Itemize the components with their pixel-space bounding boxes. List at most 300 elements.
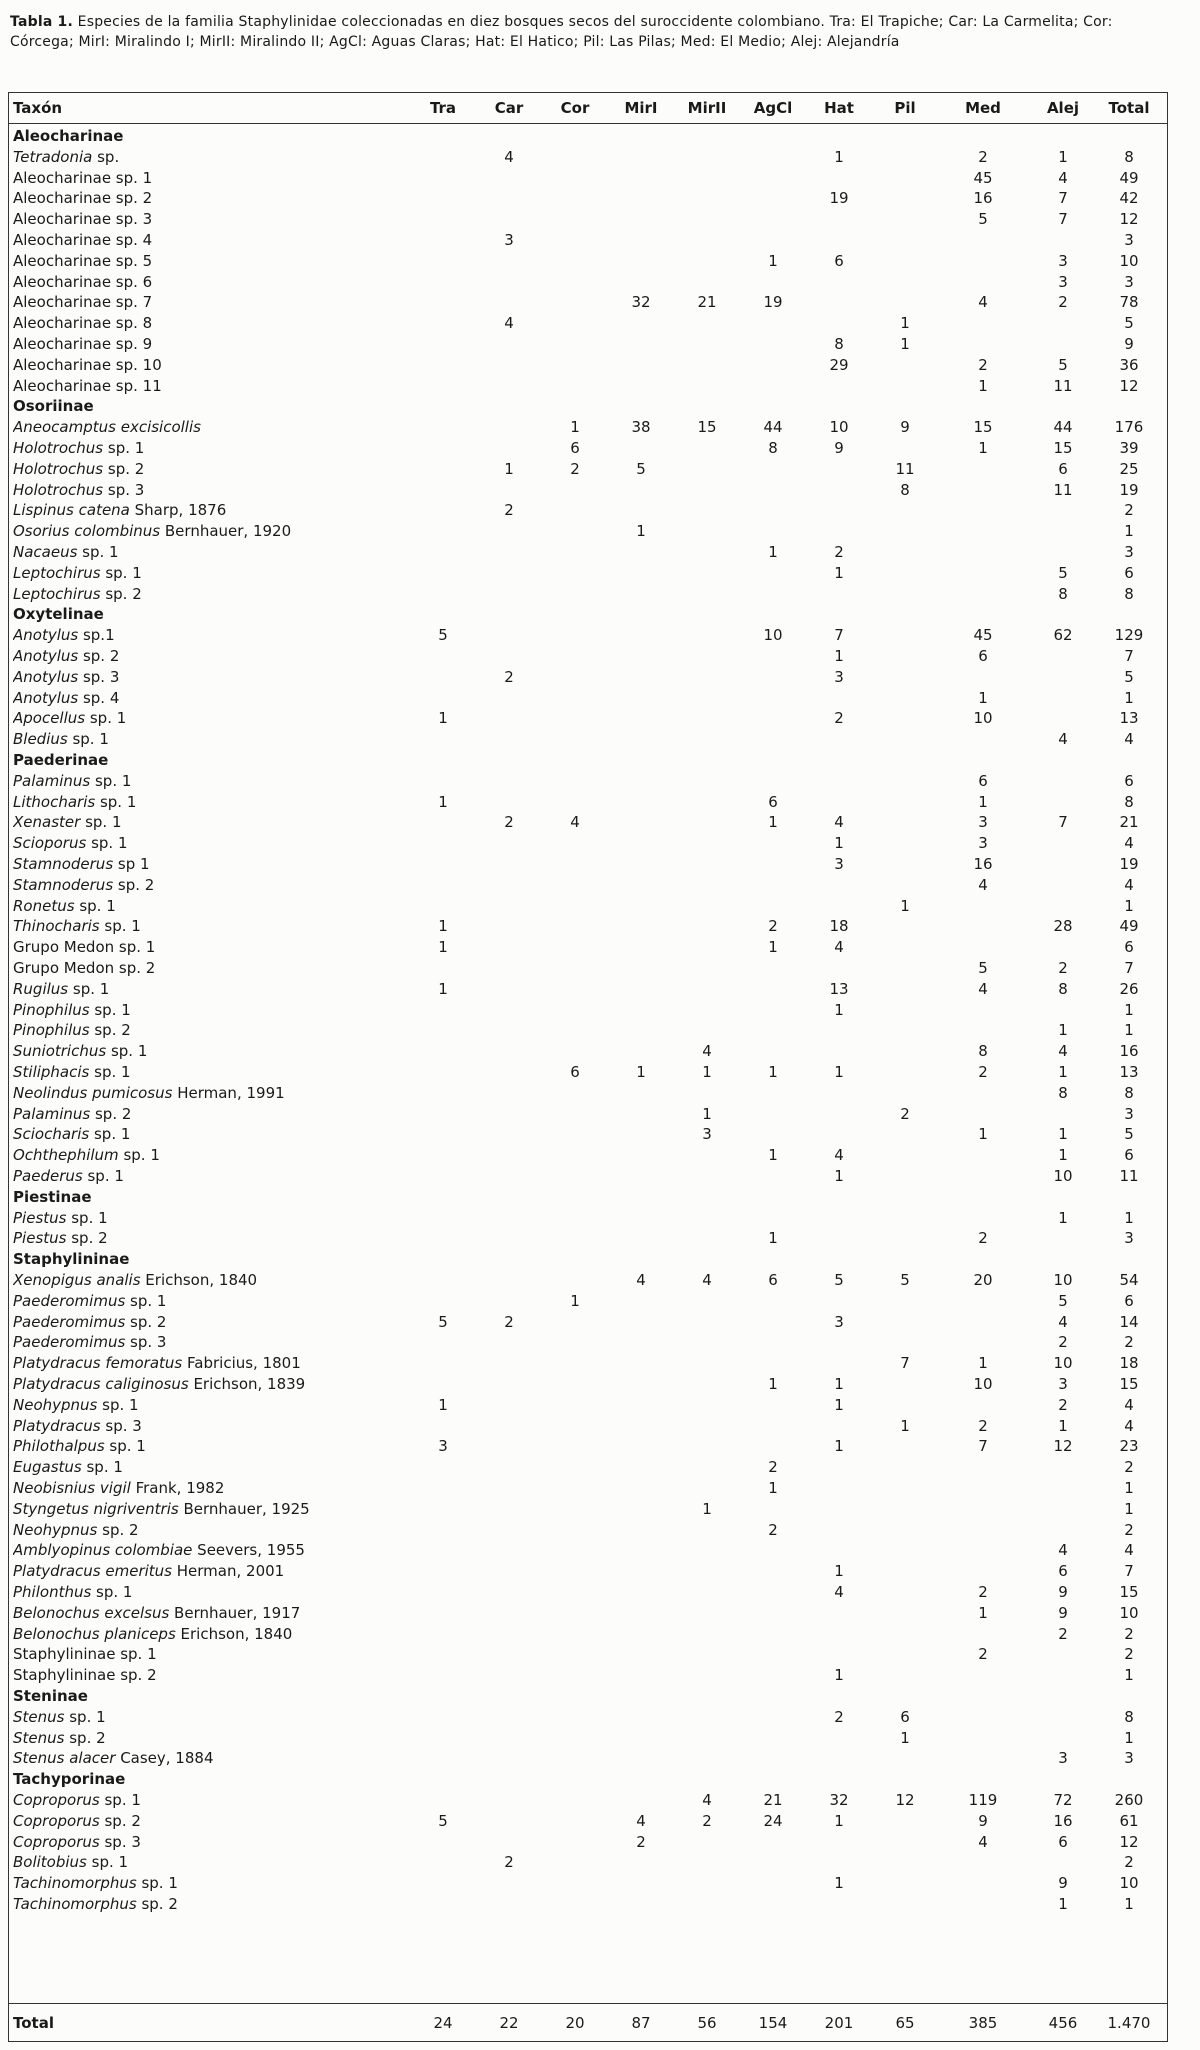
count-cell	[743, 874, 803, 896]
count-cell: 8	[834, 335, 844, 353]
taxon-genus: Belonochus planiceps	[13, 1624, 176, 1643]
taxon-name	[13, 1519, 433, 1541]
table-row	[9, 707, 1167, 729]
count-cell	[1033, 687, 1093, 709]
subfamily-name: Steninae	[13, 1687, 88, 1705]
taxon-genus: Paederomimus	[13, 1333, 126, 1352]
count-cell	[1033, 1456, 1093, 1478]
count-cell: 3	[1124, 543, 1134, 561]
count-cell: 7	[978, 1437, 988, 1456]
table-total-row	[9, 2003, 1167, 2040]
table-row	[9, 1747, 1167, 1769]
count-cell	[953, 541, 1013, 563]
count-cell	[677, 1831, 737, 1853]
taxon-author: sp. 2	[97, 1520, 139, 1539]
header-col: Car	[494, 99, 524, 117]
count-cell: 2	[504, 501, 514, 520]
count-cell	[875, 957, 935, 979]
taxon-name	[13, 229, 433, 251]
taxon-name	[13, 291, 433, 313]
count-cell: 9	[1058, 1583, 1068, 1601]
count-cell	[875, 1331, 935, 1353]
count-cell	[953, 1893, 1013, 1915]
count-cell	[809, 458, 869, 480]
count-cell	[611, 645, 671, 667]
count-cell: 4	[1058, 168, 1068, 187]
count-cell	[413, 167, 473, 189]
header-col: MirII	[687, 99, 727, 117]
count-cell: 2	[702, 1811, 712, 1830]
count-cell	[677, 666, 737, 688]
count-cell	[677, 1706, 737, 1728]
taxon-author: sp. 1	[67, 730, 109, 749]
count-cell	[875, 707, 935, 729]
count-cell: 4	[978, 293, 988, 312]
taxon-name	[13, 458, 433, 480]
taxon-genus: Platydracus femoratus	[13, 1354, 183, 1373]
count-cell: 3	[1124, 272, 1134, 291]
count-cell: 4	[1124, 1541, 1134, 1560]
count-cell: 2	[978, 147, 988, 166]
total-value: 201	[824, 2014, 854, 2032]
taxon-name	[13, 541, 433, 563]
taxon-author: sp. 1	[89, 1125, 131, 1144]
count-cell	[875, 1539, 935, 1561]
count-cell	[413, 1560, 473, 1582]
count-cell	[545, 1311, 605, 1333]
count-cell	[809, 1643, 869, 1665]
count-cell: 5	[438, 626, 448, 645]
count-cell: 1	[768, 1229, 778, 1248]
count-cell	[545, 291, 605, 313]
count-cell	[545, 1352, 605, 1374]
count-cell	[479, 1664, 539, 1686]
count-cell	[479, 999, 539, 1021]
count-cell	[545, 1269, 605, 1291]
count-cell	[677, 250, 737, 272]
count-cell	[611, 1456, 671, 1478]
count-cell: 6	[768, 1271, 778, 1289]
count-cell	[875, 728, 935, 750]
taxon-genus: Scioporus	[13, 834, 87, 853]
taxon-genus: Apocellus	[13, 709, 86, 728]
count-cell: 4	[1124, 834, 1134, 853]
count-cell	[413, 375, 473, 397]
count-cell: 3	[504, 231, 514, 249]
count-cell	[875, 1435, 935, 1457]
count-cell	[809, 479, 869, 501]
count-cell	[809, 1352, 869, 1374]
count-cell	[545, 1789, 605, 1811]
count-cell: 21	[1119, 813, 1139, 832]
taxon-genus: Holotrochus	[13, 439, 104, 457]
count-cell	[545, 1851, 605, 1873]
count-cell	[611, 999, 671, 1021]
taxon-genus: Anotylus	[13, 647, 79, 665]
count-cell	[479, 1103, 539, 1125]
count-cell: 4	[1124, 1395, 1134, 1414]
table-row	[9, 1643, 1167, 1665]
count-cell	[1033, 999, 1093, 1021]
count-cell	[875, 499, 935, 521]
count-cell: 10	[973, 709, 993, 728]
table-row	[9, 146, 1167, 168]
count-cell	[809, 1747, 869, 1769]
count-cell	[479, 1477, 539, 1499]
taxon-author: sp 1	[113, 855, 150, 873]
count-cell: 4	[1058, 730, 1068, 749]
count-cell	[479, 707, 539, 729]
count-cell	[611, 1144, 671, 1166]
count-cell	[953, 1082, 1013, 1104]
table-caption	[10, 12, 1170, 52]
count-cell: 16	[1053, 1811, 1073, 1830]
count-cell: 2	[1124, 501, 1134, 520]
taxon-name	[13, 499, 433, 521]
count-cell: 12	[1119, 376, 1139, 395]
count-cell	[743, 1893, 803, 1915]
count-cell	[743, 1040, 803, 1062]
count-cell: 1	[978, 792, 988, 811]
count-cell	[413, 999, 473, 1021]
header-col: Med	[965, 99, 1001, 117]
count-cell	[1033, 520, 1093, 542]
taxon-author: sp. 1	[82, 1167, 124, 1185]
taxon-author: Sharp, 1876	[129, 501, 227, 520]
count-cell: 3	[1058, 251, 1068, 270]
taxon-genus: Holotrochus	[13, 459, 104, 478]
count-cell	[479, 853, 539, 875]
count-cell	[677, 1872, 737, 1894]
table-row	[9, 1456, 1167, 1478]
count-cell	[953, 1747, 1013, 1769]
subfamily-row	[9, 749, 1167, 771]
count-cell	[479, 1581, 539, 1603]
count-cell	[875, 208, 935, 230]
taxon-author: Aleocharinae sp. 8	[13, 314, 153, 333]
count-cell	[611, 1331, 671, 1353]
subfamily-row	[9, 1186, 1167, 1208]
count-cell	[953, 1394, 1013, 1416]
table-row	[9, 1103, 1167, 1125]
count-cell: 78	[1119, 293, 1139, 312]
taxon-author: sp. 1	[74, 896, 116, 915]
count-cell	[953, 1539, 1013, 1561]
count-cell	[677, 1290, 737, 1312]
count-cell: 15	[1119, 1375, 1139, 1393]
count-cell: 2	[1124, 1458, 1134, 1477]
count-cell: 7	[834, 626, 844, 645]
taxon-author: sp. 1	[68, 979, 110, 998]
count-cell: 15	[1053, 439, 1073, 457]
taxon-name	[13, 1560, 433, 1582]
count-cell	[611, 1872, 671, 1894]
subfamily-name: Aleocharinae	[13, 127, 124, 145]
count-cell	[611, 895, 671, 917]
count-cell: 18	[1119, 1354, 1139, 1373]
count-cell: 7	[900, 1354, 910, 1373]
count-cell	[413, 1040, 473, 1062]
count-cell: 1	[834, 1395, 844, 1414]
taxon-name	[13, 1539, 433, 1561]
count-cell	[413, 1165, 473, 1187]
count-cell	[809, 1415, 869, 1437]
count-cell: 4	[1124, 875, 1134, 894]
count-cell	[809, 770, 869, 792]
count-cell	[743, 1727, 803, 1749]
table-row	[9, 229, 1167, 251]
count-cell	[545, 187, 605, 209]
taxon-author: Frank, 1982	[130, 1479, 225, 1497]
count-cell	[809, 1227, 869, 1249]
taxon-genus: Ochthephilum	[13, 1146, 119, 1165]
count-cell	[677, 1519, 737, 1541]
count-cell	[743, 1602, 803, 1624]
count-cell: 10	[1119, 251, 1139, 270]
taxon-author: Staphylininae sp. 2	[13, 1666, 157, 1685]
count-cell	[479, 520, 539, 542]
taxon-name	[13, 1415, 433, 1437]
count-cell	[953, 1560, 1013, 1582]
count-cell	[875, 1498, 935, 1520]
count-cell	[743, 1664, 803, 1686]
count-cell	[875, 811, 935, 833]
count-cell	[479, 624, 539, 646]
count-cell	[809, 1040, 869, 1062]
count-cell: 3	[702, 1125, 712, 1144]
table-row	[9, 1290, 1167, 1312]
taxon-author: sp. 1	[81, 1458, 123, 1477]
taxon-name	[13, 1352, 433, 1374]
count-cell: 1	[438, 792, 448, 811]
count-cell	[479, 1893, 539, 1915]
count-cell	[545, 167, 605, 189]
table-row	[9, 666, 1167, 688]
taxon-genus: Philonthus	[13, 1583, 92, 1601]
count-cell	[809, 291, 869, 313]
count-cell	[677, 1456, 737, 1478]
count-cell: 1	[702, 1063, 712, 1081]
count-cell: 4	[1058, 1541, 1068, 1560]
table-row	[9, 1519, 1167, 1541]
count-cell	[545, 250, 605, 272]
taxon-name	[13, 1581, 433, 1603]
taxon-name	[13, 1456, 433, 1478]
count-cell	[809, 1331, 869, 1353]
table-row	[9, 1477, 1167, 1499]
count-cell	[413, 1082, 473, 1104]
count-cell	[743, 1331, 803, 1353]
count-cell	[413, 1747, 473, 1769]
count-cell	[677, 1539, 737, 1561]
count-cell	[677, 1415, 737, 1437]
count-cell	[875, 1747, 935, 1769]
taxon-name	[13, 1831, 433, 1853]
count-cell: 11	[1053, 376, 1073, 395]
count-cell	[953, 312, 1013, 334]
count-cell: 2	[768, 1520, 778, 1539]
count-cell	[953, 1103, 1013, 1125]
count-cell	[953, 333, 1013, 355]
count-cell: 9	[978, 1811, 988, 1830]
count-cell	[611, 375, 671, 397]
count-cell	[743, 1851, 803, 1873]
count-cell	[413, 229, 473, 251]
count-cell	[611, 187, 671, 209]
table-row	[9, 624, 1167, 646]
count-cell: 1	[1124, 1000, 1134, 1019]
count-cell	[677, 1227, 737, 1249]
taxon-name	[13, 770, 433, 792]
taxon-name	[13, 1623, 433, 1645]
taxon-author: sp. 1	[64, 1707, 106, 1726]
count-cell: 5	[900, 1271, 910, 1289]
count-cell	[677, 1082, 737, 1104]
count-cell	[677, 1851, 737, 1873]
count-cell	[545, 312, 605, 334]
count-cell	[809, 375, 869, 397]
count-cell: 1	[900, 1416, 910, 1435]
count-cell	[479, 167, 539, 189]
table-row	[9, 312, 1167, 334]
taxon-name	[13, 1789, 433, 1811]
count-cell	[413, 437, 473, 459]
count-cell: 3	[978, 834, 988, 853]
count-cell	[809, 1602, 869, 1624]
subfamily-name: Oxytelinae	[13, 605, 104, 624]
count-cell: 1	[1058, 1021, 1068, 1040]
count-cell: 39	[1119, 439, 1139, 457]
taxon-name	[13, 1019, 433, 1041]
caption-label: Tabla 1.	[10, 14, 73, 30]
taxon-name	[13, 895, 433, 917]
count-cell	[545, 1602, 605, 1624]
count-cell: 10	[1053, 1354, 1073, 1373]
count-cell	[677, 895, 737, 917]
count-cell	[479, 1144, 539, 1166]
taxon-name	[13, 1165, 433, 1187]
count-cell	[413, 1664, 473, 1686]
count-cell	[545, 562, 605, 584]
count-cell: 1	[1058, 1416, 1068, 1435]
count-cell	[809, 312, 869, 334]
count-cell	[875, 1831, 935, 1853]
count-cell	[479, 645, 539, 667]
table-row	[9, 479, 1167, 501]
count-cell	[809, 1082, 869, 1104]
taxon-genus: Amblyopinus colombiae	[13, 1541, 193, 1560]
count-cell	[611, 707, 671, 729]
count-cell	[413, 208, 473, 230]
taxon-author: sp. 1	[100, 563, 142, 582]
count-cell	[677, 1331, 737, 1353]
total-value: 56	[697, 2014, 717, 2032]
count-cell	[875, 978, 935, 1000]
count-cell	[479, 1456, 539, 1478]
count-cell	[413, 811, 473, 833]
taxon-name	[13, 437, 433, 459]
count-cell: 12	[1119, 1832, 1139, 1851]
count-cell	[953, 728, 1013, 750]
count-cell	[743, 479, 803, 501]
count-cell	[479, 583, 539, 605]
taxon-name	[13, 1082, 433, 1104]
taxon-name	[13, 208, 433, 230]
taxon-name	[13, 1893, 433, 1915]
count-cell	[611, 1643, 671, 1665]
count-cell	[677, 312, 737, 334]
count-cell	[545, 1623, 605, 1645]
count-cell	[545, 146, 605, 168]
table-row	[9, 541, 1167, 563]
count-cell	[677, 354, 737, 376]
taxon-genus: Eugastus	[13, 1458, 82, 1477]
count-cell	[743, 853, 803, 875]
taxon-name	[13, 1269, 433, 1291]
taxon-author: Staphylininae sp. 1	[13, 1645, 157, 1664]
total-value: 385	[968, 2014, 998, 2032]
count-cell: 2	[978, 1063, 988, 1081]
taxon-author: sp. 2	[66, 1229, 108, 1248]
count-cell	[1033, 333, 1093, 355]
count-cell: 6	[1124, 938, 1134, 957]
count-cell	[611, 1290, 671, 1312]
header-col: Total	[1108, 99, 1150, 117]
count-cell	[743, 1207, 803, 1229]
count-cell	[545, 624, 605, 646]
taxon-author: sp. 2	[125, 1312, 167, 1331]
count-cell: 4	[834, 1146, 844, 1165]
count-cell: 1	[834, 1437, 844, 1456]
count-cell	[413, 1227, 473, 1249]
count-cell	[479, 541, 539, 563]
taxon-genus: Lithocharis	[13, 792, 96, 811]
table-row	[9, 375, 1167, 397]
taxon-author: sp. 1	[89, 1063, 131, 1081]
count-cell	[1033, 1519, 1093, 1541]
count-cell	[809, 520, 869, 542]
table-row	[9, 957, 1167, 979]
table-row	[9, 458, 1167, 480]
table-row	[9, 1581, 1167, 1603]
count-cell	[479, 1352, 539, 1374]
count-cell: 15	[697, 418, 717, 437]
count-cell	[953, 271, 1013, 293]
taxon-name	[13, 479, 433, 501]
count-cell	[545, 687, 605, 709]
subfamily-name: Piestinae	[13, 1187, 92, 1206]
count-cell	[809, 1019, 869, 1041]
table-row	[9, 915, 1167, 937]
count-cell	[809, 895, 869, 917]
count-cell: 119	[968, 1791, 998, 1809]
count-cell	[743, 1103, 803, 1125]
count-cell	[743, 895, 803, 917]
taxon-genus: Stenus	[13, 1728, 65, 1747]
count-cell	[545, 728, 605, 750]
count-cell	[611, 624, 671, 646]
count-cell	[545, 1581, 605, 1603]
count-cell	[809, 1477, 869, 1499]
count-cell: 4	[834, 938, 844, 957]
count-cell	[677, 1394, 737, 1416]
table-row	[9, 1227, 1167, 1249]
taxon-genus: Aneocamptus excisicollis	[13, 418, 201, 437]
taxon-genus: Paederomimus	[13, 1291, 126, 1310]
count-cell: 14	[1119, 1312, 1139, 1331]
table-row	[9, 1810, 1167, 1832]
count-cell	[413, 1851, 473, 1873]
